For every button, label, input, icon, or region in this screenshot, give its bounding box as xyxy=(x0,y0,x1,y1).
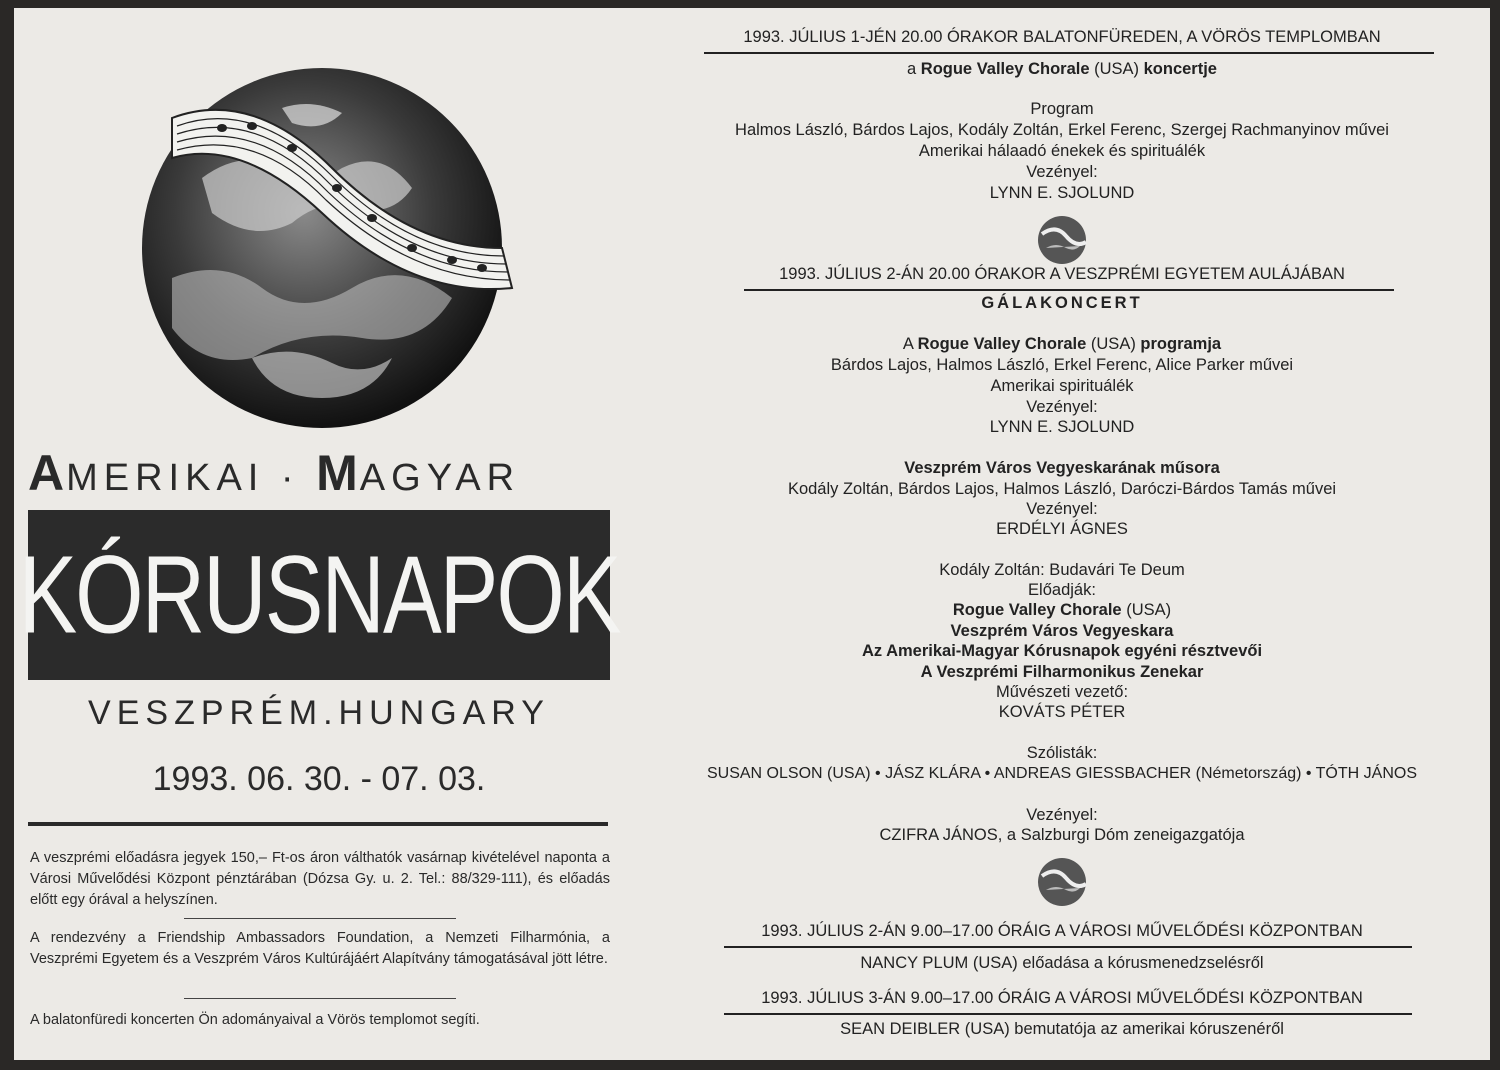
performer: A Veszprémi Filharmonikus Zenekar xyxy=(920,663,1204,681)
soloists-label: Szólisták: xyxy=(1026,744,1098,762)
text: A xyxy=(902,335,918,353)
conductor-label: Vezényel: xyxy=(1026,500,1098,518)
text: koncertje xyxy=(1143,60,1217,78)
workshop1-desc: NANCY PLUM (USA) előadása a kórusmenedzselésről xyxy=(860,954,1264,972)
subtitle-veszprem-hungary: VESZPRÉM.HUNGARY xyxy=(88,694,550,732)
poster xyxy=(14,8,1490,1060)
title-korusnapok: KÓRUSNAPOK xyxy=(18,532,620,657)
program-line: Kodály Zoltán, Bárdos Lajos, Halmos László, Daróczi-Bárdos Tamás művei xyxy=(787,480,1337,498)
text: (USA) xyxy=(1089,60,1144,78)
performers-label: Előadják: xyxy=(1028,581,1096,599)
title-separator: · xyxy=(280,457,300,499)
title-korusnapok-box xyxy=(18,510,620,680)
program1-title xyxy=(634,335,1490,354)
program-line: Halmos László, Bárdos Lajos, Kodály Zoltán, Erkel Ferenc, Szergej Rachmanyinov művei xyxy=(735,121,1389,139)
header-underline xyxy=(724,946,1412,948)
gala-title: GÁLAKONCERT xyxy=(981,294,1143,312)
donation-info: A balatonfüredi koncerten Ön adományaival a Vörös templomot segíti. xyxy=(30,1012,480,1028)
conductor-name: LYNN E. SJOLUND xyxy=(989,418,1135,436)
art-director-name: KOVÁTS PÉTER xyxy=(998,703,1126,721)
workshop2-header: 1993. JÚLIUS 3-ÁN 9.00–17.00 ÓRÁIG A VÁROSI MŰVELŐDÉSI KÖZPONTBAN xyxy=(761,989,1363,1007)
performer: Az Amerikai-Magyar Kórusnapok egyéni résztvevői xyxy=(861,642,1263,660)
text: (USA) xyxy=(1086,335,1141,353)
concert1-header: 1993. JÚLIUS 1-JÉN 20.00 ÓRAKOR BALATONFÜREDEN, A VÖRÖS TEMPLOMBAN xyxy=(743,28,1381,46)
header-underline xyxy=(744,289,1394,291)
conductor-name: LYNN E. SJOLUND xyxy=(989,184,1135,202)
title-amerikai-magyar: AMERIKAI · MAGYAR xyxy=(28,445,521,501)
divider xyxy=(184,998,456,999)
choir-name: Rogue Valley Chorale xyxy=(917,335,1087,353)
divider-thick xyxy=(28,822,608,826)
performer xyxy=(634,601,1490,620)
performer: Veszprém Város Vegyeskara xyxy=(950,622,1174,640)
conductor-label: Vezényel: xyxy=(1026,806,1098,824)
workshop2-desc: SEAN DEIBLER (USA) bemutatója az amerikai kóruszenéről xyxy=(840,1020,1284,1038)
workshop1-header: 1993. JÚLIUS 2-ÁN 9.00–17.00 ÓRÁIG A VÁROSI MŰVELŐDÉSI KÖZPONTBAN xyxy=(761,922,1363,940)
divider xyxy=(184,918,456,919)
program-line: Amerikai hálaadó énekek és spirituálék xyxy=(918,142,1206,160)
globe-music-staff-logo xyxy=(132,48,522,438)
conductor-name: ERDÉLYI ÁGNES xyxy=(996,520,1128,538)
choir-name: Rogue Valley Chorale xyxy=(920,60,1090,78)
conductor-label: Vezényel: xyxy=(1026,163,1098,181)
conductor-name: CZIFRA JÁNOS, a Salzburgi Dóm zeneigazgatója xyxy=(879,826,1245,844)
choir-name: Rogue Valley Chorale xyxy=(952,601,1122,619)
festival-dates: 1993. 06. 30. - 07. 03. xyxy=(152,760,486,798)
text: (USA) xyxy=(1121,601,1172,619)
program-line: Amerikai spirituálék xyxy=(990,377,1134,395)
text: a xyxy=(907,60,921,78)
concert1-subtitle xyxy=(634,60,1490,79)
header-underline xyxy=(704,52,1434,54)
globe-icon xyxy=(1036,214,1088,266)
te-deum-title: Kodály Zoltán: Budavári Te Deum xyxy=(939,561,1185,579)
conductor-label: Vezényel: xyxy=(1026,398,1098,416)
program-label: Program xyxy=(1030,100,1094,118)
globe-icon xyxy=(1036,856,1088,908)
ticket-info: A veszprémi előadásra jegyek 150,– Ft-os áron válthatók vasárnap kivételével naponta a Városi Művelődési Központ pénztárában (Dózsa Gy. u. 2. Tel.: 88/329-111), és előadás előtt egy órával a helyszínen. xyxy=(30,850,610,908)
text: programja xyxy=(1140,335,1222,353)
header-underline xyxy=(724,1013,1412,1015)
art-director-label: Művészeti vezető: xyxy=(995,683,1129,701)
program2-title: Veszprém Város Vegyeskarának műsora xyxy=(904,459,1220,477)
soloists-list: SUSAN OLSON (USA) • JÁSZ KLÁRA • ANDREAS GIESSBACHER (Németország) • TÓTH JÁNOS xyxy=(706,765,1417,782)
sponsor-info: A rendezvény a Friendship Ambassadors Foundation, a Nemzeti Filharmónia, a Veszprémi Egyetem és a Veszprém Város Kultúrájáért Alapítvány támogatásával jött létre. xyxy=(30,930,610,967)
concert2-header: 1993. JÚLIUS 2-ÁN 20.00 ÓRAKOR A VESZPRÉMI EGYETEM AULÁJÁBAN xyxy=(779,265,1345,283)
program-line: Bárdos Lajos, Halmos László, Erkel Ferenc, Alice Parker művei xyxy=(830,356,1294,374)
